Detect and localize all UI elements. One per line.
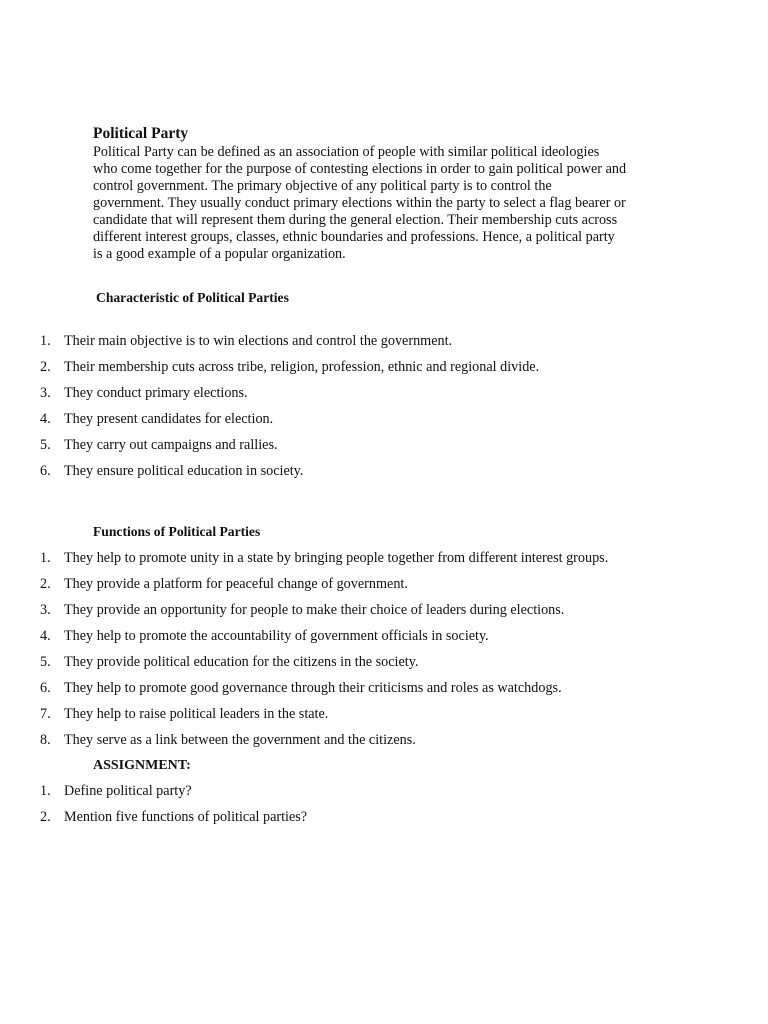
list-text: They help to raise political leaders in the state. [64, 706, 329, 722]
list-number: 3. [40, 602, 51, 618]
list-text: They provide political education for the citizens in the society. [64, 654, 419, 670]
list-number: 5. [40, 654, 51, 670]
list-number: 2. [40, 359, 51, 375]
list-text: They provide a platform for peaceful change of government. [64, 576, 408, 592]
list-item [0, 678, 700, 698]
list-number: 7. [40, 706, 51, 722]
list-item [0, 626, 700, 646]
list-text: They present candidates for election. [64, 411, 274, 427]
list-item [0, 357, 700, 377]
list-item [0, 704, 700, 724]
list-text: Mention five functions of political parties? [64, 809, 308, 825]
list-text: They help to promote unity in a state by bringing people together from different interest groups. [64, 550, 609, 566]
list-text: They help to promote good governance through their criticisms and roles as watchdogs. [64, 680, 562, 696]
intro-line: government. They usually conduct primary elections within the party to select a flag bearer or [93, 195, 626, 211]
list-number: 1. [40, 550, 51, 566]
list-item [0, 331, 700, 351]
assignment-heading: ASSIGNMENT: [93, 758, 191, 773]
list-item [0, 383, 700, 403]
list-text: Their main objective is to win elections and control the government. [64, 333, 453, 349]
list-number: 4. [40, 628, 51, 644]
list-number: 1. [40, 333, 51, 349]
list-number: 3. [40, 385, 51, 401]
list-item [0, 435, 700, 455]
list-text: They carry out campaigns and rallies. [64, 437, 278, 453]
list-number: 1. [40, 783, 51, 799]
list-item [0, 781, 700, 801]
list-text: They serve as a link between the government and the citizens. [64, 732, 416, 748]
list-text: They conduct primary elections. [64, 385, 248, 401]
list-text: Define political party? [64, 783, 192, 799]
list-item [0, 600, 700, 620]
list-number: 2. [40, 809, 51, 825]
list-item [0, 409, 700, 429]
list-text: They help to promote the accountability of government officials in society. [64, 628, 489, 644]
list-number: 6. [40, 680, 51, 696]
page-title: Political Party [93, 125, 189, 142]
intro-line: who come together for the purpose of contesting elections in order to gain political power and [93, 161, 627, 177]
list-text: Their membership cuts across tribe, religion, profession, ethnic and regional divide. [64, 359, 540, 375]
list-text: They ensure political education in society. [64, 463, 304, 479]
list-item [0, 548, 700, 568]
intro-line: is a good example of a popular organization. [93, 246, 346, 262]
list-item [0, 807, 700, 827]
list-number: 6. [40, 463, 51, 479]
list-item [0, 730, 700, 750]
intro-line: control government. The primary objective of any political party is to control the [93, 178, 552, 194]
list-number: 2. [40, 576, 51, 592]
list-item [0, 461, 700, 481]
list-number: 4. [40, 411, 51, 427]
intro-line: candidate that will represent them during the general election. Their membership cuts across [93, 212, 618, 228]
list-number: 5. [40, 437, 51, 453]
list-text: They provide an opportunity for people to make their choice of leaders during elections. [64, 602, 565, 618]
characteristics-heading: Characteristic of Political Parties [96, 290, 289, 305]
intro-paragraph [93, 144, 693, 263]
intro-line: different interest groups, classes, ethnic boundaries and professions. Hence, a political party [93, 229, 615, 245]
functions-heading: Functions of Political Parties [93, 524, 261, 539]
list-number: 8. [40, 732, 51, 748]
list-item [0, 652, 700, 672]
list-item [0, 574, 700, 594]
intro-line: Political Party can be defined as an association of people with similar political ideologies [93, 144, 600, 160]
